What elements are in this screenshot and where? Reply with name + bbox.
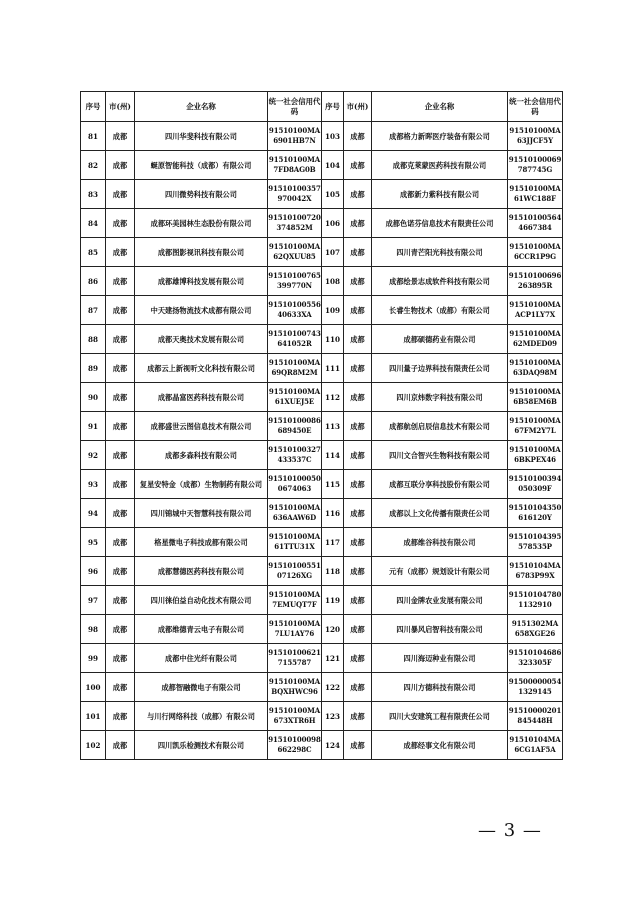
credit-code <box>268 644 322 673</box>
company-name: 与川行网络科技（成都）有限公司 <box>135 702 268 731</box>
row-number: 96 <box>81 557 106 586</box>
credit-code-line-1: 91510100MA <box>509 445 561 454</box>
credit-code-line-2: 374852M <box>276 223 313 232</box>
credit-code-line-2: 636AAW6D <box>272 513 317 522</box>
credit-code <box>268 122 322 151</box>
company-name: 成都新力紫科技有限公司 <box>372 180 508 209</box>
credit-code-line-2: 7EMUQT7F <box>272 600 317 609</box>
row-city: 成都 <box>106 180 135 209</box>
row-number: 86 <box>81 267 106 296</box>
row-number: 97 <box>81 586 106 615</box>
row-city: 成都 <box>106 238 135 267</box>
page-number: — 3 — <box>478 820 542 841</box>
table-row <box>81 151 563 180</box>
row-city: 成都 <box>344 470 372 499</box>
row-number: 85 <box>81 238 106 267</box>
credit-code-line-1: 91510100MA <box>268 532 321 541</box>
credit-code <box>508 673 563 702</box>
row-number: 84 <box>81 209 106 238</box>
company-name: 四川锦城中天智慧科技有限公司 <box>135 499 268 528</box>
credit-code-line-1: 91510104MA <box>509 561 561 570</box>
table-header <box>81 92 563 122</box>
credit-code <box>508 180 563 209</box>
credit-code-line-1: 91510000201 <box>508 706 562 715</box>
credit-code <box>508 615 563 644</box>
credit-code <box>508 238 563 267</box>
credit-code-line-2: 263895R <box>517 281 553 290</box>
credit-code-line-1: 91510100765 <box>268 271 321 280</box>
credit-code-line-1: 91510100MA <box>509 300 561 309</box>
credit-code <box>508 354 563 383</box>
company-name: 四川海迈种业有限公司 <box>372 644 508 673</box>
row-number: 103 <box>322 122 344 151</box>
credit-code <box>268 702 322 731</box>
row-number: 112 <box>322 383 344 412</box>
row-number: 120 <box>322 615 344 644</box>
row-number: 118 <box>322 557 344 586</box>
row-city: 成都 <box>344 499 372 528</box>
credit-code-line-2: 7LU1AY76 <box>274 629 315 638</box>
row-number: 117 <box>322 528 344 557</box>
company-name: 四川大安建筑工程有限责任公司 <box>372 702 508 731</box>
table-row <box>81 615 563 644</box>
credit-code <box>268 412 322 441</box>
table-row <box>81 441 563 470</box>
credit-code-line-1: 91510104395 <box>508 532 562 541</box>
credit-code-line-2: 61WC188F <box>514 194 556 203</box>
credit-code-line-1: 91510100MA <box>268 126 321 135</box>
row-number: 87 <box>81 296 106 325</box>
table-row <box>81 354 563 383</box>
company-name: 成都慧德医药科技有限公司 <box>135 557 268 586</box>
row-number: 119 <box>322 586 344 615</box>
credit-code-line-1: 91510100MA <box>509 184 561 193</box>
credit-code <box>268 470 322 499</box>
credit-code-line-1: 91510100MA <box>509 358 561 367</box>
table-row <box>81 528 563 557</box>
row-number: 102 <box>81 731 106 760</box>
credit-code-line-1: 91510100MA <box>509 242 561 251</box>
credit-code-line-2: 07126XG <box>276 571 313 580</box>
header-seq: 序号 <box>81 92 106 122</box>
row-number: 110 <box>322 325 344 354</box>
credit-code-line-1: 91510100743 <box>268 329 321 338</box>
credit-code-line-2: 6783P99X <box>515 571 555 580</box>
company-name: 中天建扬物流技术成都有限公司 <box>135 296 268 325</box>
row-number: 92 <box>81 441 106 470</box>
credit-code-line-1: 91510100357 <box>268 184 321 193</box>
row-city: 成都 <box>106 412 135 441</box>
table-row <box>81 499 563 528</box>
credit-code-line-2: 970042X <box>277 194 312 203</box>
credit-code <box>268 238 322 267</box>
credit-code-line-1: 91510100MA <box>509 329 561 338</box>
credit-code <box>268 209 322 238</box>
table-row <box>81 702 563 731</box>
credit-code-line-2: 6CCR1P9G <box>513 252 556 261</box>
credit-code-line-2: 6901HB7N <box>273 136 316 145</box>
row-number: 107 <box>322 238 344 267</box>
credit-code-line-1: 91500000054 <box>508 677 562 686</box>
table-row <box>81 470 563 499</box>
credit-code-line-2: 40633XA <box>277 310 312 319</box>
credit-code-line-1: 91510100551 <box>268 561 321 570</box>
row-city: 成都 <box>106 383 135 412</box>
credit-code-line-1: 91510100MA <box>268 677 321 686</box>
row-city: 成都 <box>344 238 372 267</box>
row-city: 成都 <box>344 325 372 354</box>
table-body <box>81 122 563 760</box>
header-code: 统一社会信用代码 <box>268 92 322 122</box>
company-name: 四川徕伯益自动化技术有限公司 <box>135 586 268 615</box>
company-list-sheet <box>80 91 562 760</box>
credit-code-line-1: 91510100MA <box>509 387 561 396</box>
credit-code <box>268 151 322 180</box>
row-city: 成都 <box>344 586 372 615</box>
credit-code <box>508 528 563 557</box>
header-city: 市(州) <box>344 92 372 122</box>
row-city: 成都 <box>344 673 372 702</box>
row-city: 成都 <box>344 209 372 238</box>
table-row <box>81 325 563 354</box>
company-name: 四川暴风启智科技有限公司 <box>372 615 508 644</box>
row-city: 成都 <box>106 122 135 151</box>
header-seq: 序号 <box>322 92 344 122</box>
table-row <box>81 412 563 441</box>
row-number: 91 <box>81 412 106 441</box>
credit-code-line-1: 91510100564 <box>508 213 562 222</box>
company-name: 四川文合智兴生物科技有限公司 <box>372 441 508 470</box>
table-row <box>81 673 563 702</box>
company-name: 四川京炜数字科技有限公司 <box>372 383 508 412</box>
row-city: 成都 <box>344 731 372 760</box>
credit-code <box>268 557 322 586</box>
row-number: 123 <box>322 702 344 731</box>
credit-code-line-1: 91510100MA <box>268 503 321 512</box>
row-city: 成都 <box>106 499 135 528</box>
row-city: 成都 <box>344 441 372 470</box>
row-city: 成都 <box>344 296 372 325</box>
row-city: 成都 <box>106 441 135 470</box>
credit-code-line-2: 323305F <box>518 658 552 667</box>
credit-code <box>508 209 563 238</box>
credit-code-line-2: ACP1LY7X <box>514 310 556 319</box>
company-name: 成都维德青云电子有限公司 <box>135 615 268 644</box>
credit-code <box>268 441 322 470</box>
credit-code-line-1: 91510100327 <box>268 445 321 454</box>
row-number: 94 <box>81 499 106 528</box>
credit-code-line-1: 91510100098 <box>268 735 321 744</box>
row-city: 成都 <box>106 528 135 557</box>
company-name: 成都智融微电子有限公司 <box>135 673 268 702</box>
credit-code <box>268 731 322 760</box>
credit-code <box>508 383 563 412</box>
row-city: 成都 <box>344 267 372 296</box>
credit-code-line-2: 050309F <box>518 484 552 493</box>
credit-code-line-2: 69QR8M2M <box>271 368 318 377</box>
credit-code <box>268 673 322 702</box>
header-city: 市(州) <box>106 92 135 122</box>
row-city: 成都 <box>344 151 372 180</box>
credit-code-line-1: 91510100069 <box>508 155 562 164</box>
credit-code-line-2: 845448H <box>517 716 553 725</box>
company-name: 格星微电子科技成都有限公司 <box>135 528 268 557</box>
company-name: 四川微势科技有限公司 <box>135 180 268 209</box>
credit-code-line-1: 91510104350 <box>508 503 562 512</box>
company-name: 成都硕德药业有限公司 <box>372 325 508 354</box>
credit-code <box>508 151 563 180</box>
row-city: 成都 <box>344 644 372 673</box>
company-name: 成都格力新晖医疗装备有限公司 <box>372 122 508 151</box>
row-number: 106 <box>322 209 344 238</box>
credit-code-line-1: 91510104686 <box>508 648 562 657</box>
credit-code <box>508 296 563 325</box>
credit-code <box>508 267 563 296</box>
table-row <box>81 383 563 412</box>
credit-code <box>268 383 322 412</box>
row-city: 成都 <box>344 615 372 644</box>
row-number: 113 <box>322 412 344 441</box>
credit-code-line-1: 91510100MA <box>268 242 321 251</box>
credit-code-line-2: 578535P <box>518 542 552 551</box>
row-city: 成都 <box>344 412 372 441</box>
credit-code-line-2: 63DAQ98M <box>512 368 558 377</box>
company-name: 成都以上文化传播有限责任公司 <box>372 499 508 528</box>
row-number: 124 <box>322 731 344 760</box>
company-name: 蜒原智能科技（成都）有限公司 <box>135 151 268 180</box>
credit-code-line-2: 1329145 <box>518 687 552 696</box>
row-city: 成都 <box>344 122 372 151</box>
company-name: 四川青芒阳光科技有限公司 <box>372 238 508 267</box>
table-row <box>81 296 563 325</box>
credit-code-line-2: 0674063 <box>277 484 312 493</box>
credit-code-line-2: 61XUEJ5E <box>274 397 315 406</box>
company-name: 成都雄博科技发展有限公司 <box>135 267 268 296</box>
row-number: 100 <box>81 673 106 702</box>
credit-code-line-1: 9151302MA <box>511 619 559 628</box>
company-name: 成都克莱蒙医药科技有限公司 <box>372 151 508 180</box>
credit-code-line-1: 91510100556 <box>268 300 321 309</box>
credit-code-line-2: 61TTU31X <box>274 542 315 551</box>
row-city: 成都 <box>106 267 135 296</box>
table-row <box>81 238 563 267</box>
credit-code-line-1: 91510100621 <box>268 648 321 657</box>
company-name: 成都互联分享科技股份有限公司 <box>372 470 508 499</box>
credit-code <box>268 267 322 296</box>
row-number: 99 <box>81 644 106 673</box>
table-row <box>81 180 563 209</box>
company-name: 成都环美园林生态股份有限公司 <box>135 209 268 238</box>
credit-code <box>508 325 563 354</box>
table-row <box>81 209 563 238</box>
company-name: 四川华斐科技有限公司 <box>135 122 268 151</box>
company-name: 四川方德科技有限公司 <box>372 673 508 702</box>
credit-code-line-2: 616120Y <box>518 513 552 522</box>
row-city: 成都 <box>106 209 135 238</box>
row-number: 108 <box>322 267 344 296</box>
row-city: 成都 <box>106 354 135 383</box>
credit-code-line-2: 641052R <box>277 339 312 348</box>
company-name: 成都天奥技术发展有限公司 <box>135 325 268 354</box>
credit-code-line-2: 67FM2Y7L <box>514 426 556 435</box>
row-number: 115 <box>322 470 344 499</box>
header-name: 企业名称 <box>372 92 508 122</box>
credit-code <box>508 702 563 731</box>
row-number: 104 <box>322 151 344 180</box>
row-number: 101 <box>81 702 106 731</box>
credit-code-line-1: 91510100086 <box>268 416 321 425</box>
company-name: 四川量子边界科技有限责任公司 <box>372 354 508 383</box>
credit-code-line-1: 91510100MA <box>268 387 321 396</box>
credit-code <box>508 470 563 499</box>
credit-code <box>508 412 563 441</box>
credit-code-line-1: 91510100696 <box>508 271 562 280</box>
credit-code <box>268 325 322 354</box>
row-number: 105 <box>322 180 344 209</box>
header-name: 企业名称 <box>135 92 268 122</box>
credit-code-line-2: 662298C <box>277 745 312 754</box>
credit-code-line-1: 91510100MA <box>268 619 321 628</box>
credit-code-line-1: 91510100394 <box>508 474 562 483</box>
row-city: 成都 <box>106 644 135 673</box>
company-name: 四川金牌农业发展有限公司 <box>372 586 508 615</box>
row-number: 109 <box>322 296 344 325</box>
row-number: 98 <box>81 615 106 644</box>
row-city: 成都 <box>106 673 135 702</box>
company-name: 成都晶富医药科技有限公司 <box>135 383 268 412</box>
table-row <box>81 267 563 296</box>
company-name: 成都盛世云图信息技术有限公司 <box>135 412 268 441</box>
credit-code <box>268 586 322 615</box>
credit-code-line-1: 91510100MA <box>268 590 321 599</box>
credit-code-line-2: 6CG1AF5A <box>514 745 556 754</box>
company-name: 长睿生物技术（成都）有限公司 <box>372 296 508 325</box>
credit-code-line-1: 91510100720 <box>268 213 321 222</box>
credit-code-line-1: 91510100MA <box>509 416 561 425</box>
credit-code <box>268 615 322 644</box>
credit-code-line-1: 91510100050 <box>268 474 321 483</box>
row-city: 成都 <box>106 731 135 760</box>
row-city: 成都 <box>344 702 372 731</box>
company-name: 成都绘景志成软件科技有限公司 <box>372 267 508 296</box>
header-code: 统一社会信用代码 <box>508 92 563 122</box>
company-name: 成都维谷科技有限公司 <box>372 528 508 557</box>
row-number: 95 <box>81 528 106 557</box>
row-city: 成都 <box>106 151 135 180</box>
row-city: 成都 <box>106 615 135 644</box>
row-city: 成都 <box>344 383 372 412</box>
table-row <box>81 557 563 586</box>
credit-code <box>508 441 563 470</box>
row-city: 成都 <box>344 354 372 383</box>
company-name: 成都航创启辰信息技术有限公司 <box>372 412 508 441</box>
row-city: 成都 <box>106 586 135 615</box>
credit-code-line-2: 6B58EM6B <box>513 397 557 406</box>
table-row <box>81 731 563 760</box>
company-name: 成都多森科技有限公司 <box>135 441 268 470</box>
row-number: 81 <box>81 122 106 151</box>
row-number: 114 <box>322 441 344 470</box>
credit-code-line-2: BQXHWC96 <box>271 687 318 696</box>
row-number: 90 <box>81 383 106 412</box>
credit-code-line-2: 7155787 <box>277 658 312 667</box>
table-row <box>81 644 563 673</box>
row-city: 成都 <box>344 180 372 209</box>
credit-code-line-2: 7FD8AG0B <box>273 165 316 174</box>
credit-code-line-1: 91510100MA <box>268 358 321 367</box>
credit-code <box>508 122 563 151</box>
row-number: 82 <box>81 151 106 180</box>
credit-code-line-2: 689450E <box>277 426 312 435</box>
credit-code <box>268 528 322 557</box>
row-number: 111 <box>322 354 344 383</box>
credit-code-line-1: 91510100MA <box>509 126 561 135</box>
credit-code-line-1: 91510104780 <box>508 590 562 599</box>
credit-code <box>268 296 322 325</box>
company-name: 四川凯乐检测技术有限公司 <box>135 731 268 760</box>
row-number: 116 <box>322 499 344 528</box>
credit-code-line-2: 62QXUU85 <box>273 252 316 261</box>
row-number: 122 <box>322 673 344 702</box>
credit-code <box>508 644 563 673</box>
credit-code-line-1: 91510104MA <box>509 735 561 744</box>
credit-code-line-2: 6BKPEX46 <box>514 455 556 464</box>
credit-code <box>508 499 563 528</box>
credit-code-line-2: 1132910 <box>518 600 552 609</box>
row-city: 成都 <box>106 702 135 731</box>
row-city: 成都 <box>106 325 135 354</box>
company-name: 成都中住光纤有限公司 <box>135 644 268 673</box>
row-city: 成都 <box>344 528 372 557</box>
row-city: 成都 <box>344 557 372 586</box>
credit-code-line-2: 399770N <box>277 281 312 290</box>
row-number: 83 <box>81 180 106 209</box>
row-city: 成都 <box>106 296 135 325</box>
row-number: 93 <box>81 470 106 499</box>
credit-code-line-2: 658XGE26 <box>514 629 556 638</box>
company-name: 成都图影视讯科技有限公司 <box>135 238 268 267</box>
credit-code <box>508 586 563 615</box>
credit-code-line-1: 91510100MA <box>268 706 321 715</box>
row-city: 成都 <box>106 557 135 586</box>
credit-code-line-2: 433537C <box>277 455 312 464</box>
credit-code-line-2: 62MDED09 <box>513 339 557 348</box>
credit-code-line-2: 787745G <box>517 165 553 174</box>
credit-code-line-2: 4667384 <box>518 223 552 232</box>
row-number: 88 <box>81 325 106 354</box>
company-name: 成都云上新视听文化科技有限公司 <box>135 354 268 383</box>
table-row <box>81 122 563 151</box>
credit-code <box>268 499 322 528</box>
company-name: 元有（成都）规划设计有限公司 <box>372 557 508 586</box>
row-number: 89 <box>81 354 106 383</box>
company-table <box>80 91 563 760</box>
table-row <box>81 586 563 615</box>
company-name: 成都经事文化有限公司 <box>372 731 508 760</box>
credit-code-line-1: 91510100MA <box>268 155 321 164</box>
credit-code <box>508 557 563 586</box>
credit-code <box>268 180 322 209</box>
credit-code-line-2: 63JJCF5Y <box>517 136 553 145</box>
row-city: 成都 <box>106 470 135 499</box>
credit-code <box>508 731 563 760</box>
company-name: 成都色诺芬信息技术有限责任公司 <box>372 209 508 238</box>
credit-code <box>268 354 322 383</box>
row-number: 121 <box>322 644 344 673</box>
credit-code-line-2: 673XTR6H <box>273 716 316 725</box>
company-name: 复星安特金（成都）生物制药有限公司 <box>135 470 268 499</box>
